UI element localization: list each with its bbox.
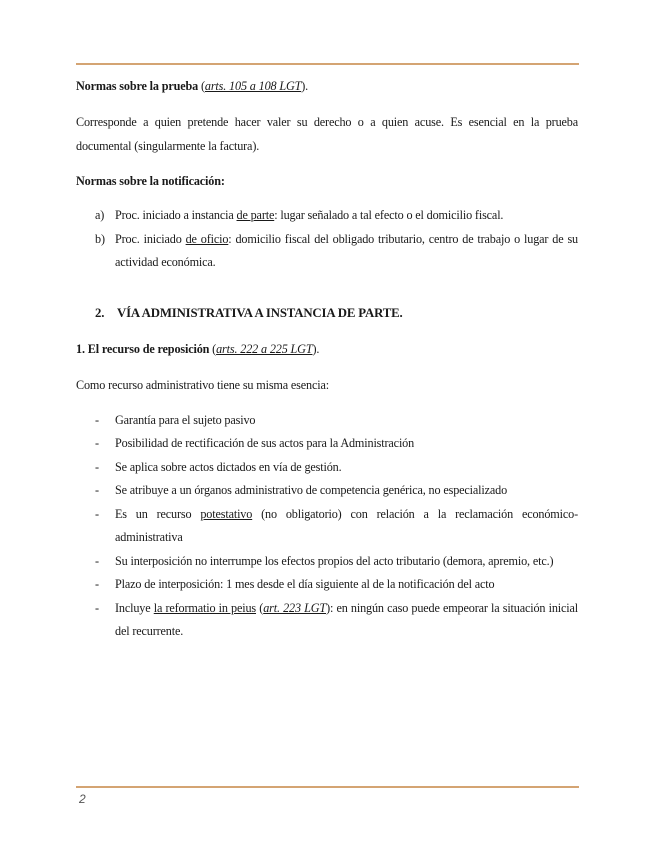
header-rule	[76, 63, 579, 65]
list-item: b) Proc. iniciado de oficio: domicilio fiscal del obligado tributario, centro de trabajo o lugar de su actividad económica.	[95, 231, 578, 269]
prueba-ref: arts. 105 a 108 LGT	[204, 79, 302, 93]
reposicion-heading: 1. El recurso de reposición (arts. 222 a 225 LGT).	[76, 341, 320, 356]
notificacion-title: Normas sobre la notificación:	[76, 174, 225, 188]
prueba-title: Normas sobre la prueba	[76, 79, 199, 93]
list-item: - Su interposición no interrumpe los efectos propios del acto tributario (demora, apremio, etc.)	[95, 553, 554, 568]
list-item: - Plazo de interposición: 1 mes desde el día siguiente al de la notificación del acto	[95, 577, 495, 591]
footer-rule	[76, 786, 579, 788]
prueba-heading: Normas sobre la prueba (arts. 105 a 108 LGT).	[76, 79, 309, 93]
reposicion-intro: Como recurso administrativo tiene su misma esencia:	[76, 377, 329, 392]
page-number: 2	[79, 792, 86, 806]
reposicion-list	[76, 409, 578, 644]
notificacion-list	[76, 204, 578, 275]
list-item: - Posibilidad de rectificación de sus actos para la Administración	[95, 436, 415, 450]
reposicion-ref: arts. 222 a 225 LGT	[216, 341, 313, 356]
list-item: - Se atribuye a un órganos administrativo de competencia genérica, no especializado	[95, 483, 508, 497]
section-heading: 2. VÍA ADMINISTRATIVA A INSTANCIA DE PARTE.	[95, 305, 403, 320]
list-item: - Garantía para el sujeto pasivo	[95, 412, 256, 427]
list-item: - Se aplica sobre actos dictados en vía de gestión.	[95, 459, 342, 474]
list-item: a) Proc. iniciado a instancia de parte: lugar señalado a tal efecto o el domicilio fiscal.	[95, 208, 504, 222]
list-item: - Incluye la reformatio in peius (art. 223 LGT): en ningún caso puede empeorar la situación inicial del recurrente.	[95, 600, 579, 638]
list-item: - Es un recurso potestativo (no obligatorio) con relación a la reclamación económico-administrativa	[95, 506, 578, 544]
prueba-body: Corresponde a quien pretende hacer valer su derecho o a quien acuse. Es esencial en la prueba documental (singularmente la factura).	[76, 115, 578, 153]
document-body	[76, 74, 578, 644]
